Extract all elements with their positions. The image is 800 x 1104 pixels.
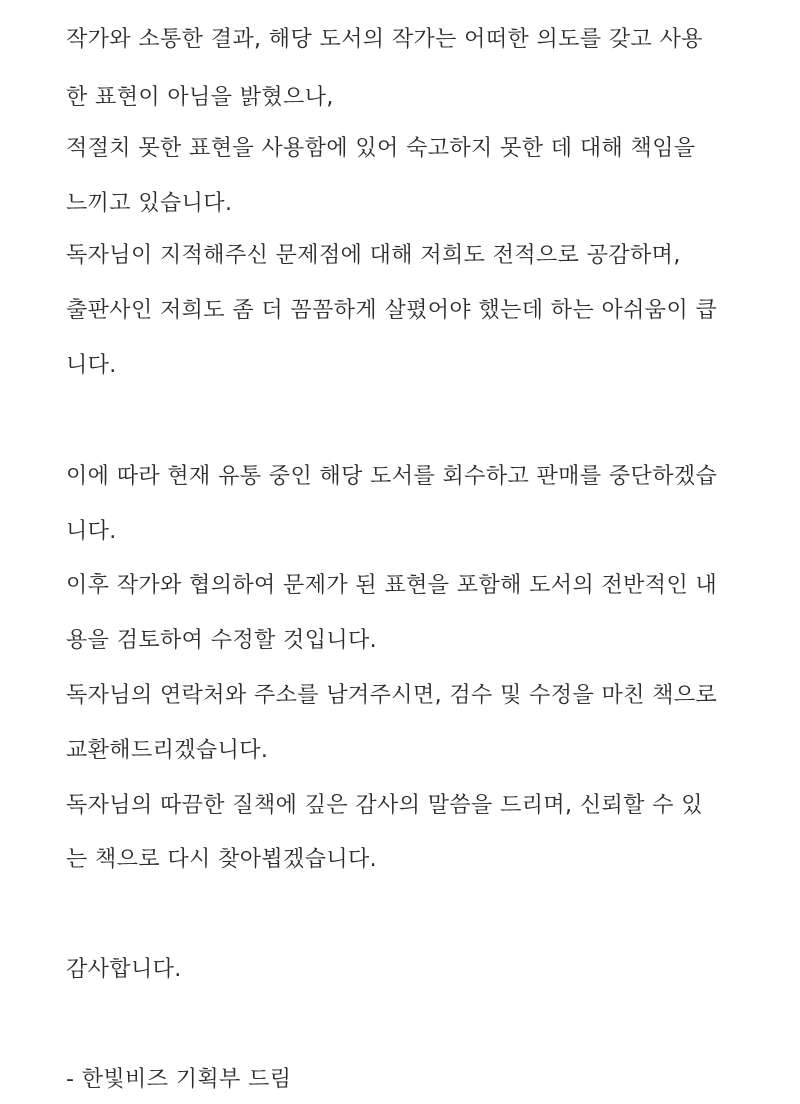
body-line: 이후 작가와 협의하여 문제가 된 표현을 포함해 도서의 전반적인 내 (66, 573, 718, 598)
signature-line: - 한빛비즈 기획부 드림 (66, 1067, 292, 1092)
body-line: 느끼고 있습니다. (66, 191, 233, 216)
body-line: 니다. (66, 353, 117, 378)
body-line: 출판사인 저희도 좀 더 꼼꼼하게 살폈어야 했는데 하는 아쉬움이 큽 (66, 298, 718, 323)
body-line: 독자님이 지적해주신 문제점에 대해 저희도 전적으로 공감하며, (66, 243, 681, 268)
body-line: 교환해드리겠습니다. (66, 738, 269, 763)
body-line: 용을 검토하여 수정할 것입니다. (66, 628, 378, 653)
body-line: 작가와 소통한 결과, 해당 도서의 작가는 어떠한 의도를 갖고 사용 (66, 27, 703, 52)
body-line: 이에 따라 현재 유통 중인 해당 도서를 회수하고 판매를 중단하겠습 (66, 464, 718, 489)
closing-line: 감사합니다. (66, 957, 182, 982)
body-line: 니다. (66, 519, 117, 544)
body-line: 적절치 못한 표현을 사용함에 있어 숙고하지 못한 데 대해 책임을 (66, 136, 696, 161)
body-line: 한 표현이 아님을 밝혔으나, (66, 85, 334, 110)
body-line: 독자님의 연락처와 주소를 남겨주시면, 검수 및 수정을 마친 책으로 (66, 683, 718, 708)
body-line: 는 책으로 다시 찾아뵙겠습니다. (66, 847, 378, 872)
body-line: 독자님의 따끔한 질책에 깊은 감사의 말씀을 드리며, 신뢰할 수 있 (66, 793, 703, 818)
